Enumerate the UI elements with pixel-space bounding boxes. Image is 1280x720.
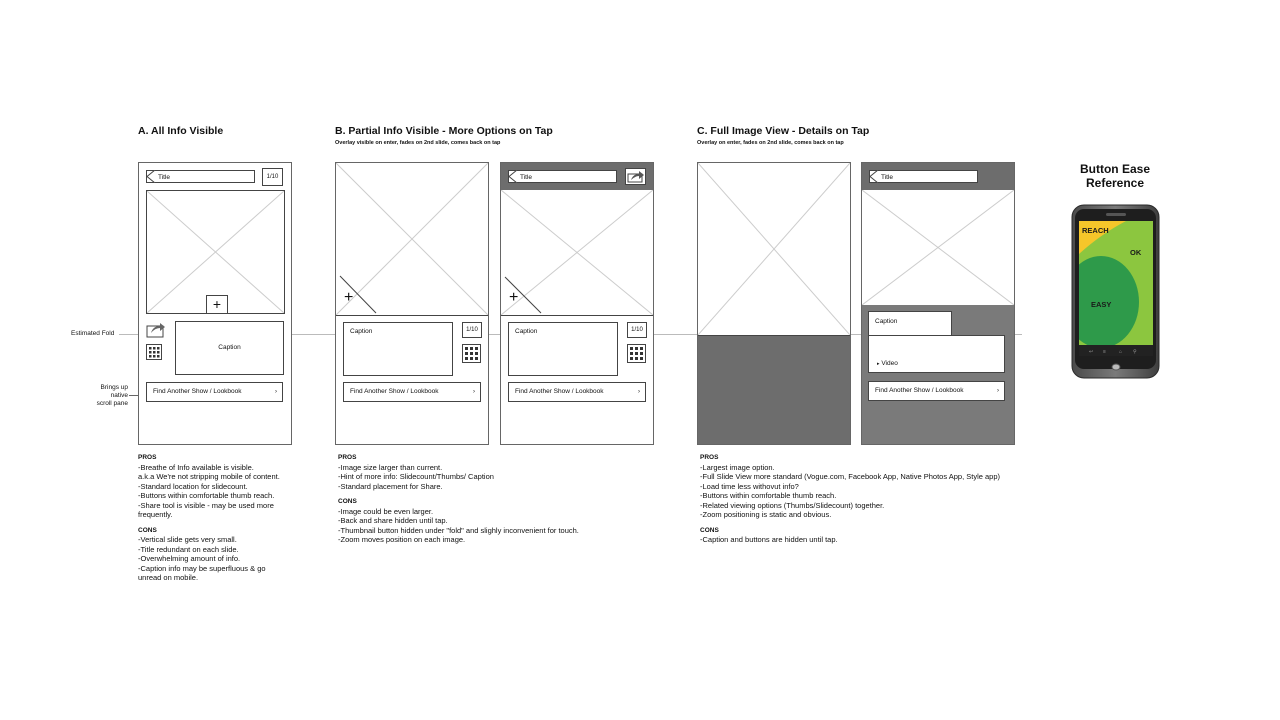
caption-text: Caption xyxy=(515,328,538,335)
divider xyxy=(501,315,653,316)
thumbnail-grid-icon[interactable] xyxy=(462,344,481,363)
section-b-notes: PROS -Image size larger than current. -Hint of more info: Slidecount/Thumbs/ Caption -Standard placement for Share. CONS -Image could be even larger. -Back and share hidden until tap. -Thumbnail button hidden under "fold" and slighly inconvenient for touch. -Zoom moves position on each image. xyxy=(338,454,579,544)
zoom-plus-icon[interactable]: + xyxy=(509,289,519,306)
section-b-heading: B. Partial Info Visible - More Options on Tap xyxy=(335,125,553,137)
slide-counter: 1/10 xyxy=(627,322,647,338)
video-label: Video xyxy=(881,360,898,367)
divider xyxy=(336,315,488,316)
svg-text:⌂: ⌂ xyxy=(1119,349,1123,355)
caption-tab[interactable] xyxy=(868,311,952,335)
svg-text:↩: ↩ xyxy=(1089,349,1094,355)
plus-icon: + xyxy=(212,296,222,312)
caption-panel xyxy=(868,335,1005,373)
image-placeholder[interactable] xyxy=(862,190,1014,305)
phone-b1 xyxy=(335,162,489,445)
phone-c2 xyxy=(861,162,1015,445)
svg-text:⚲: ⚲ xyxy=(1133,349,1137,355)
chevron-right-icon: › xyxy=(275,389,277,395)
easy-label: EASY xyxy=(1091,300,1112,309)
reach-label: REACH xyxy=(1082,226,1109,235)
find-button-label: Find Another Show / Lookbook xyxy=(153,388,242,395)
slide-counter: 1/10 xyxy=(262,168,283,186)
section-a-heading: A. All Info Visible xyxy=(138,125,224,137)
scroll-pane-note: Brings up native scroll pane xyxy=(96,384,128,407)
svg-text:≡: ≡ xyxy=(1103,349,1106,355)
title-bar[interactable] xyxy=(869,170,978,183)
caption-box xyxy=(343,322,453,376)
thumbnail-grid-icon[interactable] xyxy=(146,344,162,360)
find-another-show-button[interactable] xyxy=(868,381,1005,401)
phone-c1 xyxy=(697,162,851,445)
chevron-right-icon: › xyxy=(638,389,640,395)
phone-b2 xyxy=(500,162,654,445)
section-c-subheading: Overlay on enter, fades on 2nd slide, comes back on tap xyxy=(697,140,844,146)
estimated-fold-label: Estimated Fold xyxy=(71,330,115,337)
section-a-notes: PROS -Breathe of Info available is visible. a.k.a We're not stripping mobile of content. -Standard location for slidecount. -Buttons within comfortable thumb reach. -Share tool is visible - may be used more frequently. CONS -Vertical slide gets very small. -Title redundant on each slide. -Overwhelming amount of info. -Caption info may be superfluous & go unread on mobile. xyxy=(138,454,280,582)
find-another-show-button[interactable] xyxy=(146,382,283,402)
zoom-plus-icon[interactable]: + xyxy=(344,289,354,306)
title-text: Title xyxy=(520,174,533,181)
find-another-show-button[interactable] xyxy=(343,382,481,402)
caption-text: Caption xyxy=(218,344,241,351)
chevron-right-icon: › xyxy=(473,389,475,395)
back-arrow-icon xyxy=(869,170,881,183)
find-button-label: Find Another Show / Lookbook xyxy=(350,388,439,395)
play-triangle-icon: ▸ xyxy=(877,361,880,367)
share-icon[interactable] xyxy=(146,321,166,338)
find-another-show-button[interactable] xyxy=(508,382,646,402)
caption-text: Caption xyxy=(350,328,373,335)
section-b-subheading: Overlay visible on enter, fades on 2nd slide, comes back on tap xyxy=(335,140,501,146)
thumbnail-grid-icon[interactable] xyxy=(627,344,646,363)
section-c-heading: C. Full Image View - Details on Tap xyxy=(697,125,870,137)
phone-a xyxy=(138,162,292,445)
title-bar[interactable] xyxy=(508,170,617,183)
video-link[interactable] xyxy=(877,360,898,367)
back-arrow-icon xyxy=(146,170,158,183)
image-placeholder[interactable] xyxy=(501,190,653,315)
section-c-notes: PROS -Largest image option. -Full Slide View more standard (Vogue.com, Facebook App, Native Photos App, Style app) -Load time less withovut info? -Buttons within comfortable thumb reach. -Related viewing options (Thumbs/Slidecount) together. -Zoom positioning is static and obvious. CONS -Caption and buttons are hidden until tap. xyxy=(700,454,1001,544)
reference-phone xyxy=(1071,204,1160,379)
find-button-label: Find Another Show / Lookbook xyxy=(875,387,964,394)
image-placeholder[interactable] xyxy=(336,163,488,315)
caption-box xyxy=(508,322,618,376)
slide-counter: 1/10 xyxy=(462,322,482,338)
title-bar[interactable] xyxy=(146,170,255,183)
find-button-label: Find Another Show / Lookbook xyxy=(515,388,604,395)
caption-text: Caption xyxy=(875,318,898,325)
title-text: Title xyxy=(881,174,894,181)
reference-heading: Button Ease Reference xyxy=(1079,162,1150,190)
ok-label: OK xyxy=(1130,248,1142,257)
image-placeholder[interactable] xyxy=(698,163,850,336)
caption-box xyxy=(175,321,284,375)
back-arrow-icon xyxy=(508,170,520,183)
chevron-right-icon: › xyxy=(997,388,999,394)
title-text: Title xyxy=(158,174,171,181)
share-icon[interactable] xyxy=(625,168,646,185)
zoom-button[interactable] xyxy=(206,295,228,314)
